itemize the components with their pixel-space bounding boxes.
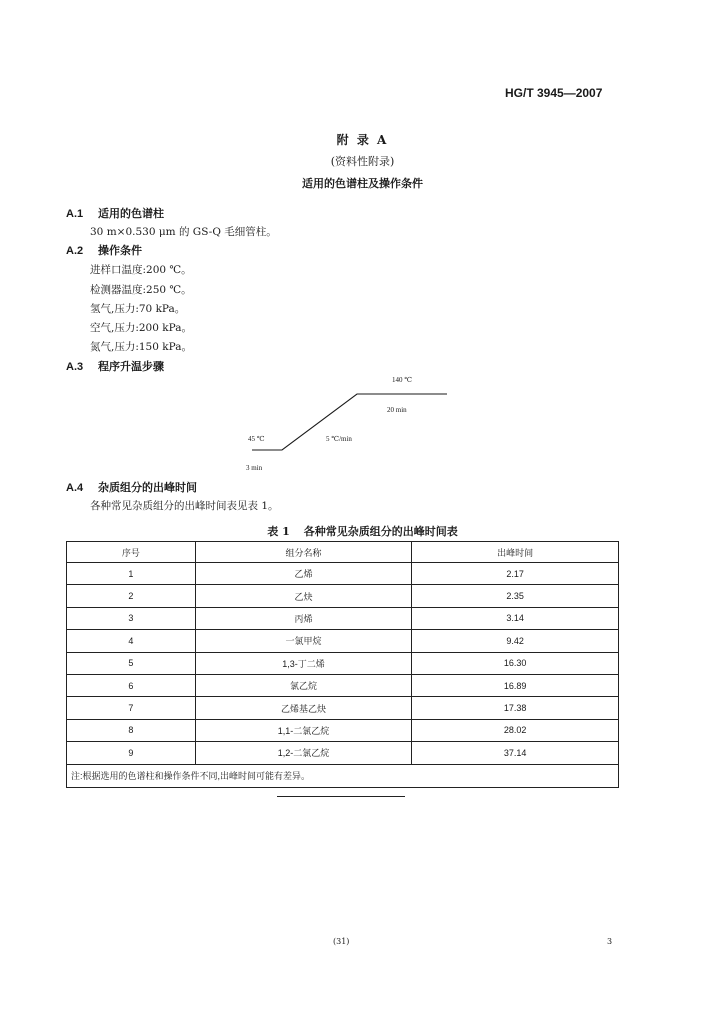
cell-component: 1,3-丁二烯 [195, 652, 412, 674]
table-row [67, 585, 619, 607]
section-title: 操作条件 [98, 244, 142, 257]
cell-peak-time: 2.17 [412, 563, 619, 585]
final-hold-label: 20 min [387, 406, 407, 414]
cell-component: 1,2-二氯乙烷 [195, 742, 412, 764]
table-row [67, 652, 619, 674]
table-title: 各种常见杂质组分的出峰时间表 [303, 525, 458, 538]
page-number-bracketed: (31) [333, 937, 350, 946]
table-row [67, 719, 619, 741]
table-row [67, 607, 619, 629]
section-a1-text: 30 m×0.530 μm 的 GS-Q 毛细管柱。 [90, 226, 277, 238]
temperature-program-diagram [230, 368, 470, 478]
table-number: 表 1 [267, 525, 290, 538]
table-note-row [67, 764, 619, 787]
table-row [67, 563, 619, 585]
condition-line: 氢气,压力:70 kPa。 [90, 303, 186, 315]
cell-peak-time: 28.02 [412, 719, 619, 741]
cell-index: 8 [67, 719, 196, 741]
cell-index: 9 [67, 742, 196, 764]
cell-component: 乙烯基乙炔 [195, 697, 412, 719]
cell-component: 1,1-二氯乙烷 [195, 719, 412, 741]
condition-line: 检测器温度:250 ℃。 [90, 284, 192, 296]
section-number: A.1 [66, 208, 84, 220]
appendix-title: 附 录 A [336, 133, 389, 147]
cell-index: 2 [67, 585, 196, 607]
cell-index: 5 [67, 652, 196, 674]
header-component: 组分名称 [195, 542, 412, 563]
cell-peak-time: 17.38 [412, 697, 619, 719]
section-a4-text: 各种常见杂质组分的出峰时间表见表 1。 [90, 500, 279, 512]
cell-index: 6 [67, 674, 196, 696]
cell-peak-time: 16.89 [412, 674, 619, 696]
cell-peak-time: 3.14 [412, 607, 619, 629]
cell-component: 乙烯 [195, 563, 412, 585]
peak-time-table [66, 541, 619, 788]
cell-peak-time: 16.30 [412, 652, 619, 674]
section-title: 杂质组分的出峰时间 [98, 481, 197, 494]
cell-component: 氯乙烷 [195, 674, 412, 696]
cell-index: 7 [67, 697, 196, 719]
table-row [67, 674, 619, 696]
condition-line: 氮气,压力:150 kPa。 [90, 341, 192, 353]
cell-component: 丙烯 [195, 607, 412, 629]
cell-index: 1 [67, 563, 196, 585]
condition-line: 进样口温度:200 ℃。 [90, 264, 192, 276]
section-a3-heading [66, 358, 164, 374]
table-row [67, 697, 619, 719]
standard-number: HG/T 3945—2007 [505, 86, 603, 100]
section-a4-heading [66, 479, 197, 495]
appendix-heading: 适用的色谱柱及操作条件 [302, 177, 423, 190]
initial-hold-label: 3 min [246, 464, 263, 472]
table-row [67, 630, 619, 652]
cell-index: 3 [67, 607, 196, 629]
section-title: 适用的色谱柱 [98, 207, 164, 220]
cell-peak-time: 2.35 [412, 585, 619, 607]
table-header-row [67, 542, 619, 563]
appendix-subtitle: (资料性附录) [330, 155, 395, 168]
header-peak-time: 出峰时间 [412, 542, 619, 563]
cell-component: 乙炔 [195, 585, 412, 607]
section-title: 程序升温步骤 [98, 360, 164, 373]
end-rule [277, 796, 405, 797]
cell-peak-time: 37.14 [412, 742, 619, 764]
section-number: A.4 [66, 482, 84, 494]
table-note: 注:根据选用的色谱柱和操作条件不同,出峰时间可能有差异。 [67, 764, 619, 787]
section-number: A.3 [66, 361, 84, 373]
header-index: 序号 [67, 542, 196, 563]
page-number: 3 [607, 937, 613, 946]
ramp-rate-label: 5 ℃/min [326, 435, 352, 443]
initial-temp-label: 45 ℃ [248, 435, 265, 443]
section-a2-heading [66, 242, 142, 258]
table-caption [0, 523, 725, 539]
section-a1-heading [66, 205, 164, 221]
condition-line: 空气,压力:200 kPa。 [90, 322, 192, 334]
cell-component: 一氯甲烷 [195, 630, 412, 652]
cell-peak-time: 9.42 [412, 630, 619, 652]
section-number: A.2 [66, 245, 84, 257]
final-temp-label: 140 ℃ [392, 376, 413, 384]
table-row [67, 742, 619, 764]
cell-index: 4 [67, 630, 196, 652]
